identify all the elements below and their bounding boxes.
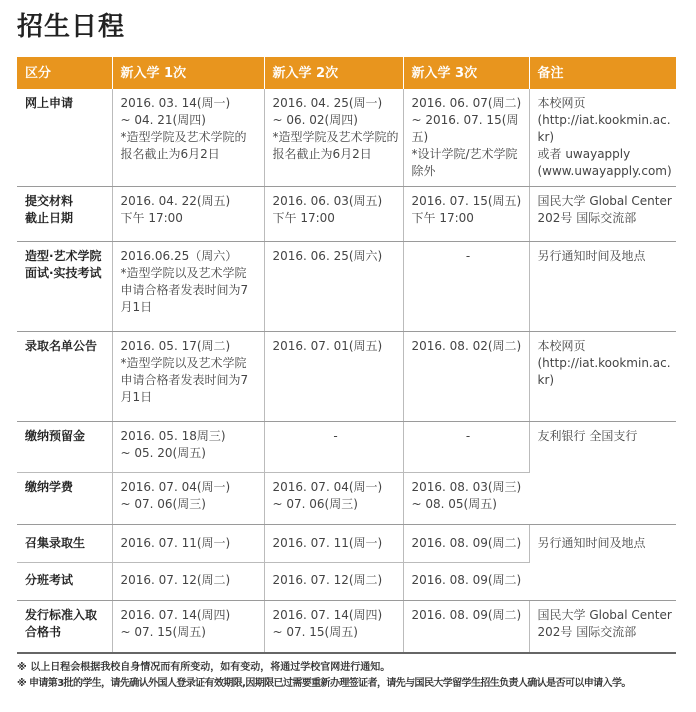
table-row bbox=[17, 242, 676, 332]
round-3-cell: - bbox=[403, 422, 529, 473]
round-3-cell: 2016. 08. 02(周二) bbox=[403, 332, 529, 422]
round-3-cell: 2016. 08. 09(周二) bbox=[403, 525, 529, 563]
page-title: 招生日程 bbox=[17, 12, 126, 42]
table-row bbox=[17, 187, 676, 242]
round-3-cell: 2016. 08. 09(周二) bbox=[403, 563, 529, 601]
round-1-cell: 2016. 03. 14(周一) ~ 04. 21(周四) *造型学院及艺术学院的 报名截止为6月2日 bbox=[112, 89, 264, 187]
row-label: 分班考试 bbox=[17, 563, 112, 601]
table-row bbox=[17, 89, 676, 187]
table-row bbox=[17, 601, 676, 653]
header-round-1: 新入学 1次 bbox=[112, 57, 264, 89]
round-3-cell: 2016. 08. 03(周三) ~ 08. 05(周五) bbox=[403, 473, 529, 525]
round-1-cell: 2016. 07. 11(周一) bbox=[112, 525, 264, 563]
remarks-cell: 另行通知时间及地点 bbox=[529, 525, 676, 601]
round-2-cell: 2016. 07. 14(周四) ~ 07. 15(周五) bbox=[264, 601, 403, 653]
round-2-cell: 2016. 04. 25(周一) ~ 06. 02(周四) *造型学院及艺术学院的 报名截止为6月2日 bbox=[264, 89, 403, 187]
row-label: 召集录取生 bbox=[17, 525, 112, 563]
round-1-cell: 2016. 07. 04(周一) ~ 07. 06(周三) bbox=[112, 473, 264, 525]
round-1-cell: 2016. 07. 14(周四) ~ 07. 15(周五) bbox=[112, 601, 264, 653]
round-3-cell: 2016. 06. 07(周二) ~ 2016. 07. 15(周五) *设计学院/艺术学院 除外 bbox=[403, 89, 529, 187]
round-2-cell: - bbox=[264, 422, 403, 473]
round-2-cell: 2016. 07. 12(周二) bbox=[264, 563, 403, 601]
remarks-cell: 本校网页 (http://iat.kookmin.ac.kr) bbox=[529, 332, 676, 422]
round-1-cell: 2016.06.25（周六） *造型学院以及艺术学院 申请合格者发表时间为7 月1日 bbox=[112, 242, 264, 332]
round-2-cell: 2016. 07. 04(周一) ~ 07. 06(周三) bbox=[264, 473, 403, 525]
header-round-2: 新入学 2次 bbox=[264, 57, 403, 89]
round-1-cell: 2016. 05. 18周三) ~ 05. 20(周五) bbox=[112, 422, 264, 473]
row-label: 缴纳学费 bbox=[17, 473, 112, 525]
round-2-cell: 2016. 07. 01(周五) bbox=[264, 332, 403, 422]
footnotes bbox=[17, 660, 687, 692]
round-2-cell: 2016. 06. 25(周六) bbox=[264, 242, 403, 332]
header-category: 区分 bbox=[17, 57, 112, 89]
row-label: 造型·艺术学院 面试·实技考试 bbox=[17, 242, 112, 332]
table-row bbox=[17, 332, 676, 422]
round-2-cell: 2016. 06. 03(周五) 下午 17:00 bbox=[264, 187, 403, 242]
round-3-cell: 2016. 08. 09(周二) bbox=[403, 601, 529, 653]
admission-schedule-table bbox=[17, 57, 676, 654]
row-label: 网上申请 bbox=[17, 89, 112, 187]
round-2-cell: 2016. 07. 11(周一) bbox=[264, 525, 403, 563]
round-1-cell: 2016. 07. 12(周二) bbox=[112, 563, 264, 601]
header-remarks: 备注 bbox=[529, 57, 676, 89]
remarks-cell: 另行通知时间及地点 bbox=[529, 242, 676, 332]
table-row bbox=[17, 525, 676, 563]
row-label: 提交材料 截止日期 bbox=[17, 187, 112, 242]
remarks-cell: 国民大学 Global Center 202号 国际交流部 bbox=[529, 187, 676, 242]
round-3-cell: - bbox=[403, 242, 529, 332]
header-round-3: 新入学 3次 bbox=[403, 57, 529, 89]
row-label: 录取名单公告 bbox=[17, 332, 112, 422]
table-header-row bbox=[17, 57, 676, 89]
remarks-cell: 友利银行 全国支行 bbox=[529, 422, 676, 525]
row-label: 发行标准入取 合格书 bbox=[17, 601, 112, 653]
footnote: ※ 以上日程会根据我校自身情况而有所变动，如有变动，将通过学校官网进行通知。 bbox=[17, 662, 391, 673]
round-1-cell: 2016. 04. 22(周五) 下午 17:00 bbox=[112, 187, 264, 242]
round-1-cell: 2016. 05. 17(周二) *造型学院以及艺术学院 申请合格者发表时间为7 月1日 bbox=[112, 332, 264, 422]
remarks-cell: 本校网页 (http://iat.kookmin.ac.kr) 或者 uwayapply (www.uwayapply.com) bbox=[529, 89, 676, 187]
table-row bbox=[17, 422, 676, 473]
footnote: ※ 申请第3批的学生，请先确认外国人登录证有效期限,因期限已过需要重新办理签证者，请先与国民大学留学生招生负责人确认是否可以申请入学。 bbox=[17, 678, 631, 689]
round-3-cell: 2016. 07. 15(周五) 下午 17:00 bbox=[403, 187, 529, 242]
remarks-cell: 国民大学 Global Center 202号 国际交流部 bbox=[529, 601, 676, 653]
row-label: 缴纳预留金 bbox=[17, 422, 112, 473]
